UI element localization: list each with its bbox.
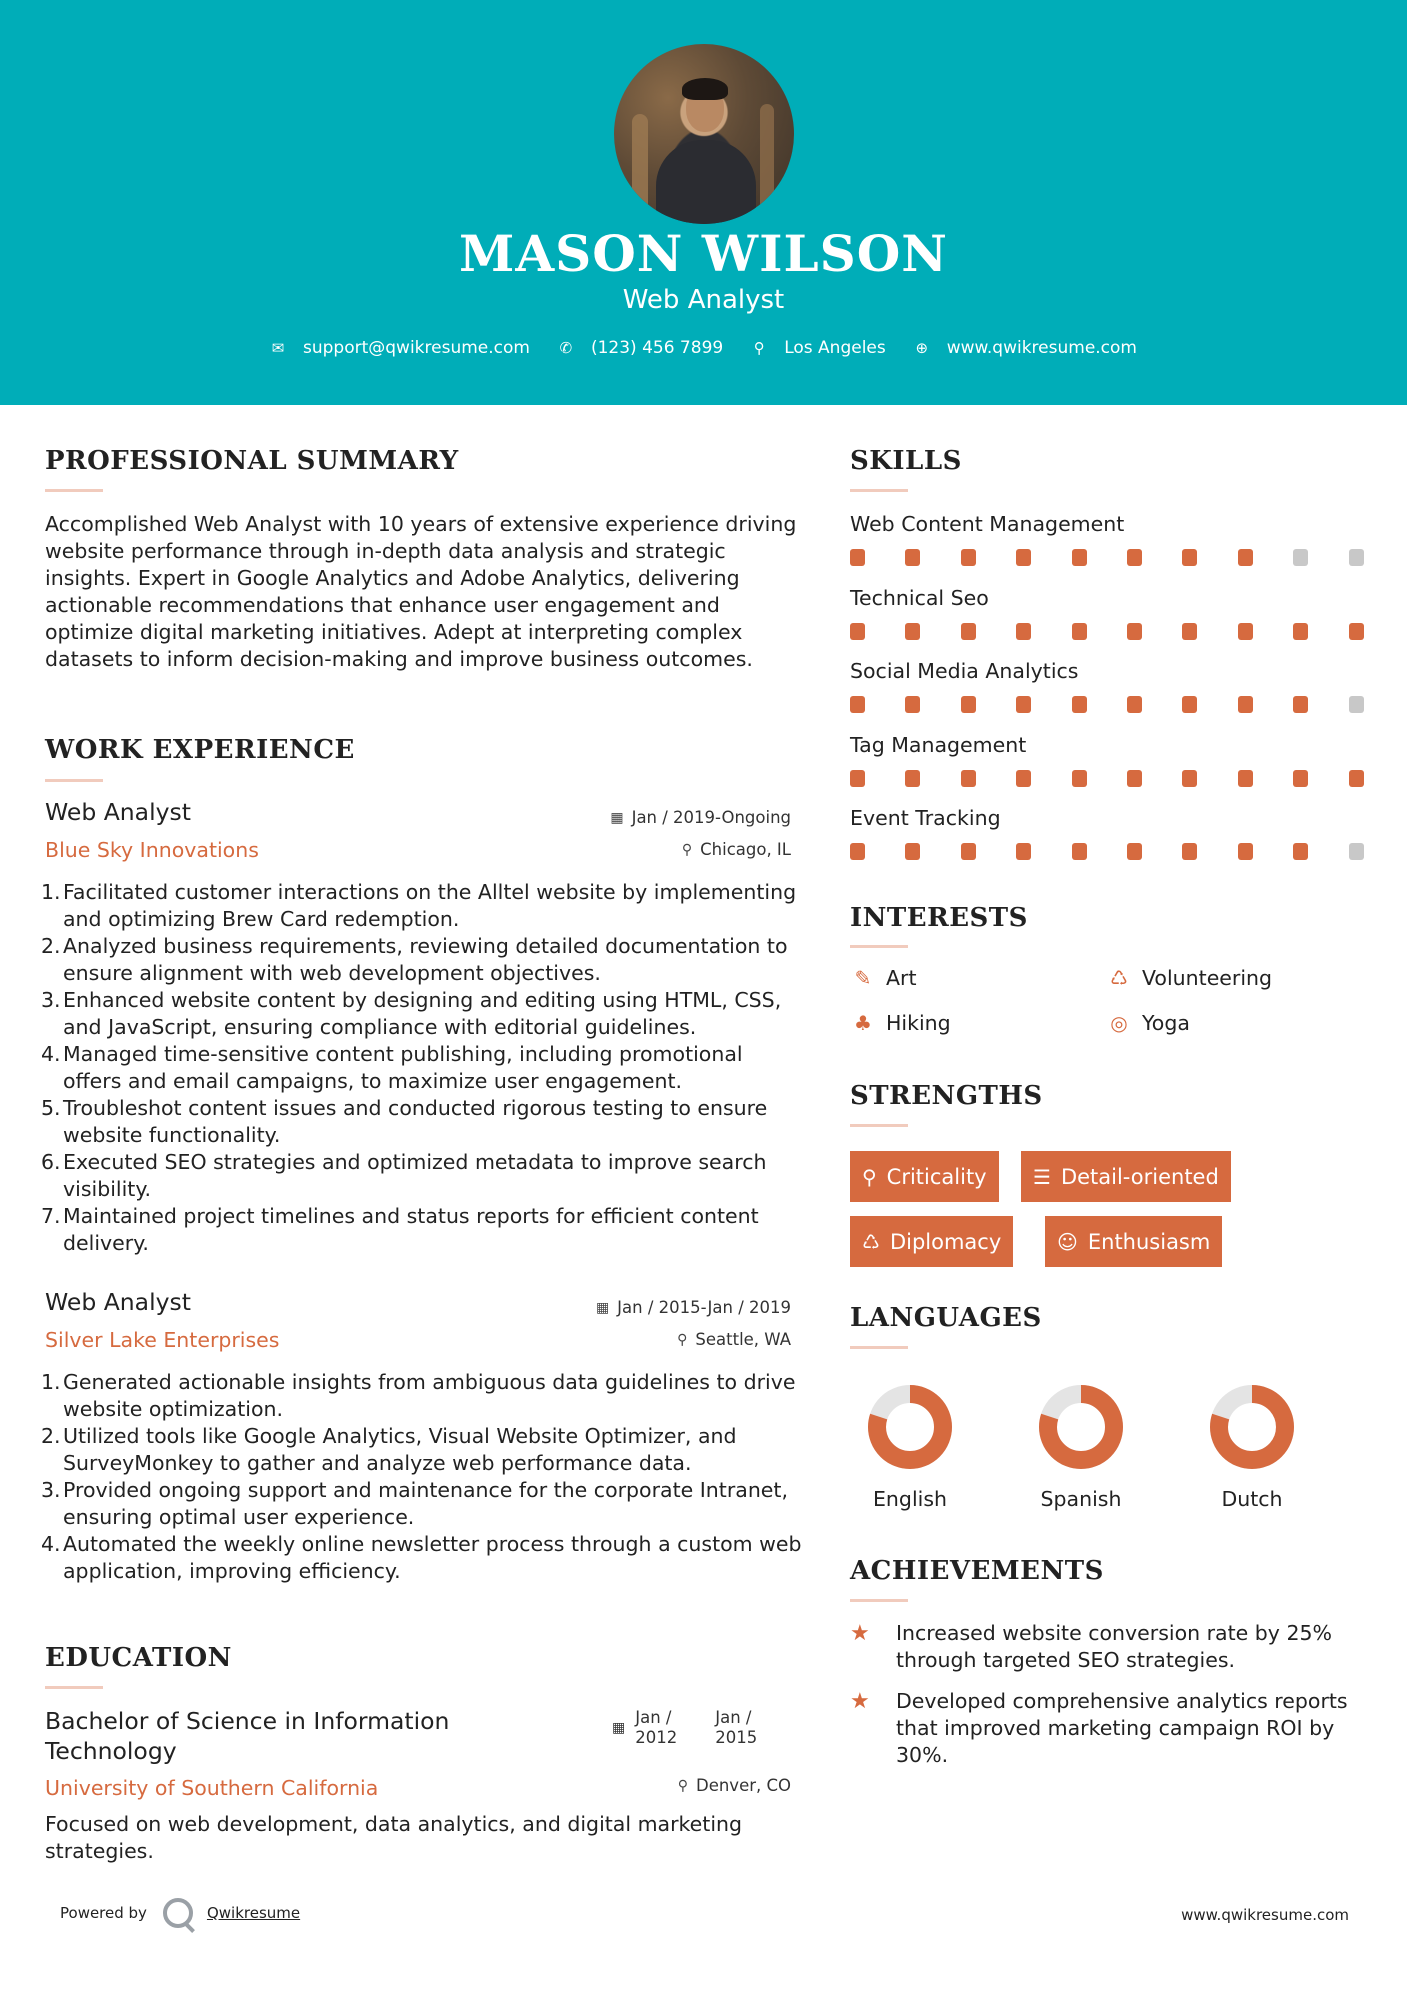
skill-rating: [850, 549, 1368, 567]
interest-label: Art: [886, 966, 917, 990]
contact-location: [751, 338, 886, 358]
language-level-ring: [1209, 1384, 1295, 1470]
skill-dot-filled: [1238, 549, 1253, 566]
skill-dot-filled: [1127, 843, 1142, 860]
education-location: [531, 1776, 791, 1795]
pushpin-icon: ⚲: [681, 841, 693, 858]
achievement-text: Increased website conversion rate by 25% through targeted SEO strategies.: [896, 1621, 1333, 1672]
language-level-ring: [867, 1384, 953, 1470]
contact-email[interactable]: [270, 338, 530, 358]
skill-dot-filled: [1293, 770, 1308, 787]
list-item: 1. Facilitated customer interactions on the Alltel website by implementing and optimizing Brew Card redemption.: [41, 880, 797, 931]
job-date-text: Jan / 2015-Jan / 2019: [617, 1298, 791, 1317]
lifering-icon: ◎: [1110, 1011, 1128, 1035]
skill-dot-filled: [1072, 623, 1087, 640]
achievement-item: [850, 1688, 1370, 1769]
skill-dot-filled: [961, 696, 976, 713]
skill-label: Technical Seo: [850, 585, 989, 610]
contact-website-text: www.qwikresume.com: [946, 338, 1137, 358]
job-date: [531, 808, 791, 827]
star-icon: ★: [850, 1621, 870, 1646]
header: [0, 0, 1407, 405]
skill-dot-filled: [1349, 770, 1364, 787]
skill-dot-filled: [961, 623, 976, 640]
achievement-text: Developed comprehensive analytics reports that improved marketing campaign ROI by 30%.: [896, 1689, 1348, 1767]
contact-email-text: support@qwikresume.com: [303, 338, 530, 358]
job-title: Web Analyst: [45, 1288, 191, 1316]
skill-dot-filled: [1182, 623, 1197, 640]
skill-dot-filled: [850, 549, 865, 566]
contact-location-text: Los Angeles: [784, 338, 886, 358]
skill-dot-filled: [1293, 696, 1308, 713]
phone-icon: ✆: [559, 339, 573, 357]
summary-heading: PROFESSIONAL SUMMARY: [45, 446, 459, 476]
job-location-text: Seattle, WA: [695, 1330, 791, 1349]
skill-dot-filled: [1127, 770, 1142, 787]
job-location-text: Chicago, IL: [700, 840, 791, 859]
interest-hiking: [850, 1011, 951, 1035]
list-item: 5. Troubleshot content issues and conducted rigorous testing to ensure website functionality.: [41, 1096, 768, 1147]
calendar-icon: ▦: [612, 1720, 626, 1736]
location-pin-icon: ⚲: [753, 339, 765, 357]
skill-dot-filled: [1127, 623, 1142, 640]
skill-dot-filled: [1238, 843, 1253, 860]
skill-dot-filled: [1293, 623, 1308, 640]
job-location: [531, 840, 791, 859]
interests-rule: [850, 945, 908, 948]
list-item: 4. Automated the weekly online newsletter process through a custom web application, improving efficiency.: [41, 1532, 802, 1583]
job-date: [531, 1298, 791, 1317]
skill-dot-filled: [905, 623, 920, 640]
interest-label: Volunteering: [1142, 966, 1273, 990]
skill-dot-filled: [905, 843, 920, 860]
languages-heading: LANGUAGES: [850, 1303, 1042, 1333]
interest-label: Hiking: [886, 1011, 951, 1035]
globe-icon: ⊕: [915, 339, 929, 357]
smile-icon: ☺: [1057, 1229, 1078, 1254]
skill-dot-filled: [1293, 843, 1308, 860]
job-bullets: [41, 1369, 805, 1585]
list-item: 2. Analyzed business requirements, reviewing detailed documentation to ensure alignment with web development objectives.: [41, 934, 788, 985]
summary-rule: [45, 489, 103, 492]
skill-label: Web Content Management: [850, 512, 1125, 536]
strength-tag-enthusiasm: [1045, 1216, 1222, 1267]
strengths-rule: [850, 1124, 908, 1127]
list-item: 7. Maintained project timelines and status reports for efficient content delivery.: [41, 1204, 759, 1255]
strength-label: Detail-oriented: [1060, 1164, 1219, 1189]
avatar: [614, 44, 794, 224]
skill-dot-filled: [1238, 623, 1253, 640]
skill-rating: [850, 696, 1368, 714]
strength-label: Diplomacy: [889, 1229, 1002, 1254]
skill-rating: [850, 623, 1368, 641]
skill-label: Social Media Analytics: [850, 659, 1079, 683]
skill-dot-filled: [1238, 770, 1253, 787]
calendar-icon: ▦: [610, 809, 624, 826]
contact-website[interactable]: [914, 338, 1137, 358]
skill-rating: [850, 843, 1368, 861]
qwikresume-link[interactable]: Qwikresume: [206, 1904, 301, 1922]
skill-dot-filled: [1016, 770, 1031, 787]
skills-rule: [850, 489, 908, 492]
list-item: 2. Utilized tools like Google Analytics, Visual Website Optimizer, and SurveyMonkey to gather and analyze web performance data.: [41, 1424, 737, 1475]
experience-heading: WORK EXPERIENCE: [45, 735, 355, 765]
education-rule: [45, 1686, 103, 1689]
handshake-icon: ♺: [1110, 966, 1128, 990]
strength-tag-criticality: [850, 1151, 999, 1202]
strengths-heading: STRENGTHS: [850, 1081, 1043, 1111]
skill-dot-filled: [961, 549, 976, 566]
skill-dot-empty: [1293, 549, 1308, 566]
strength-label: Criticality: [886, 1164, 987, 1189]
skill-label: Tag Management: [850, 732, 1027, 757]
languages-rule: [850, 1346, 908, 1349]
paintbrush-icon: ✎: [854, 966, 872, 990]
tree-icon: ♣: [854, 1011, 872, 1035]
language-label: Dutch: [1221, 1487, 1283, 1511]
skill-dot-filled: [1072, 696, 1087, 713]
job-bullets: [41, 879, 805, 1257]
skill-dot-empty: [1349, 843, 1364, 860]
candidate-name: MASON WILSON: [459, 224, 948, 283]
skill-dot-empty: [1349, 549, 1364, 566]
job-location: [531, 1330, 791, 1349]
education-degree: Bachelor of Science in Information Technology: [45, 1707, 450, 1765]
interest-yoga: [1106, 1011, 1190, 1035]
skill-dot-filled: [850, 843, 865, 860]
skill-dot-filled: [1238, 696, 1253, 713]
list-item: 4. Managed time-sensitive content publishing, including promotional offers and email campaigns, to maximize user engagement.: [41, 1042, 743, 1093]
list-item: 1. Generated actionable insights from ambiguous data guidelines to drive website optimization.: [41, 1370, 796, 1421]
skill-dot-filled: [1182, 549, 1197, 566]
language-level-ring: [1038, 1384, 1124, 1470]
job-title: Web Analyst: [45, 798, 191, 826]
skill-rating: [850, 770, 1368, 788]
job-company: Blue Sky Innovations: [45, 838, 259, 862]
job-company: Silver Lake Enterprises: [45, 1328, 280, 1352]
skill-dot-filled: [1072, 843, 1087, 860]
envelope-icon: ✉: [271, 339, 285, 357]
skill-dot-filled: [905, 549, 920, 566]
skill-dot-filled: [905, 696, 920, 713]
list-item: 6. Executed SEO strategies and optimized metadata to improve search visibility.: [41, 1150, 767, 1201]
skill-dot-filled: [1016, 549, 1031, 566]
contact-bar: [0, 338, 1407, 358]
skill-dot-filled: [1127, 549, 1142, 566]
footer-branding: [60, 1898, 300, 1928]
skill-dot-filled: [1127, 696, 1142, 713]
education-location-text: Denver, CO: [695, 1776, 791, 1795]
pushpin-icon: ⚲: [677, 1777, 688, 1794]
candidate-role: Web Analyst: [622, 285, 785, 315]
skill-dot-filled: [1182, 843, 1197, 860]
achievement-item: [850, 1620, 1370, 1674]
strength-tag-diplomacy: [850, 1216, 1013, 1267]
summary-text: Accomplished Web Analyst with 10 years of extensive experience driving website performance through in-depth data analysis and strategic insights. Expert in Google Analytics and Adobe Analytics, delivering actionable recommendations that enhance user engagement and optimize digital marketing initiatives. Adept at interpreting complex datasets to inform decision-making and improve business outcomes.: [45, 512, 797, 671]
interest-volunteering: [1106, 966, 1272, 990]
interest-art: [850, 966, 917, 990]
interests-heading: INTERESTS: [850, 903, 1028, 933]
job-date-text: Jan / 2019-Ongoing: [631, 808, 791, 827]
skill-dot-filled: [1072, 549, 1087, 566]
achievements-rule: [850, 1599, 908, 1602]
powered-by-label: Powered by: [60, 1904, 147, 1922]
skill-dot-filled: [1016, 623, 1031, 640]
skill-dot-filled: [850, 696, 865, 713]
skill-dot-filled: [1349, 623, 1364, 640]
skill-dot-filled: [1016, 696, 1031, 713]
star-icon: ★: [850, 1689, 870, 1714]
education-heading: EDUCATION: [45, 1643, 232, 1673]
list-icon: ☰: [1033, 1164, 1051, 1189]
skill-dot-filled: [1182, 770, 1197, 787]
calendar-icon: ▦: [595, 1299, 610, 1316]
skill-dot-empty: [1349, 696, 1364, 713]
handshake-icon: ♺: [862, 1229, 880, 1254]
skill-dot-filled: [850, 770, 865, 787]
list-item: 3. Provided ongoing support and maintenance for the corporate Intranet, ensuring optimal user experience.: [41, 1478, 788, 1529]
contact-phone-text: (123) 456 7899: [590, 338, 724, 358]
footer-website[interactable]: www.qwikresume.com: [1181, 1906, 1349, 1924]
skill-dot-filled: [1182, 696, 1197, 713]
search-icon: ⚲: [862, 1164, 877, 1189]
language-label: English: [872, 1487, 948, 1511]
achievements-heading: ACHIEVEMENTS: [850, 1556, 1104, 1586]
language-label: Spanish: [1040, 1487, 1122, 1511]
education-date-end: Jan / 2015: [715, 1708, 758, 1747]
experience-rule: [45, 779, 103, 782]
contact-phone[interactable]: [558, 338, 723, 358]
skill-dot-filled: [961, 843, 976, 860]
skill-dot-filled: [1016, 843, 1031, 860]
list-item: 3. Enhanced website content by designing and editing using HTML, CSS, and JavaScript, ensuring compliance with editorial guidelines.: [41, 988, 782, 1039]
skill-dot-filled: [850, 623, 865, 640]
skill-dot-filled: [961, 770, 976, 787]
qwikresume-logo-icon: [163, 1898, 193, 1928]
strength-label: Enthusiasm: [1087, 1229, 1211, 1254]
interest-label: Yoga: [1142, 1011, 1190, 1035]
skill-label: Event Tracking: [850, 806, 1001, 830]
skill-dot-filled: [1072, 770, 1087, 787]
education-date-start: Jan / 2012: [635, 1708, 678, 1747]
education-school: University of Southern California: [45, 1776, 379, 1800]
skill-dot-filled: [905, 770, 920, 787]
education-dates: [612, 1708, 775, 1748]
education-description: Focused on web development, data analytics, and digital marketing strategies.: [45, 1812, 743, 1863]
strength-tag-detail-oriented: [1021, 1151, 1231, 1202]
pushpin-icon: ⚲: [677, 1331, 688, 1348]
skills-heading: SKILLS: [850, 446, 962, 476]
